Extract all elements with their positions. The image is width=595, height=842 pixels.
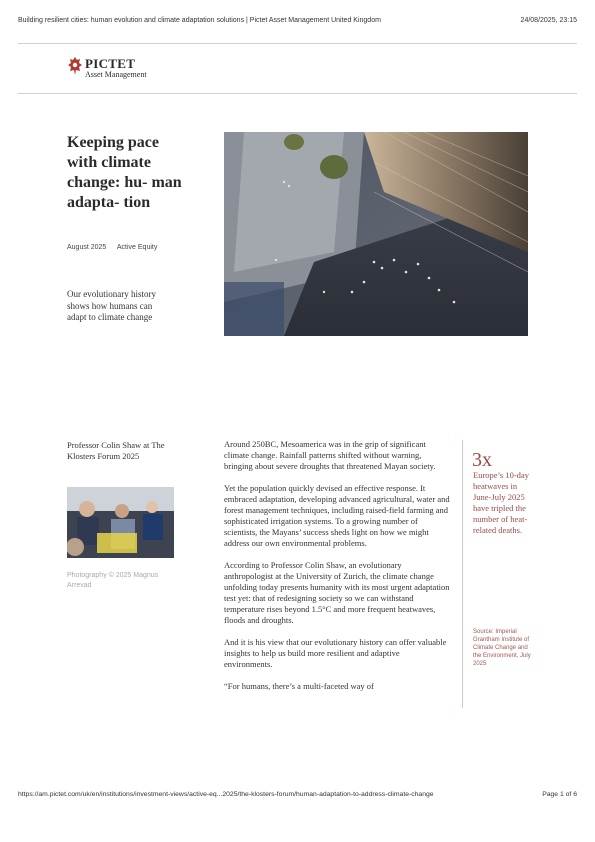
stat-source: Source: Imperial Grantham Institute of Climate Change and the Environment, July 2025 bbox=[473, 629, 531, 667]
stat-description: Europe’s 10-day heatwaves in June-July 2025 have tripled the number of heat-related deaths. bbox=[473, 470, 529, 536]
article-intro: Our evolutionary history shows how humans can adapt to climate change bbox=[67, 289, 156, 322]
logo-subtitle: Asset Management bbox=[85, 70, 147, 79]
print-page-title: Building resilient cities: human evolution and climate adaptation solutions | Pictet Asset Management United Kingdom bbox=[18, 17, 381, 24]
article-category[interactable]: Active Equity bbox=[116, 244, 158, 251]
article-date: August 2025 bbox=[67, 244, 107, 251]
klosters-forum-photo bbox=[67, 487, 174, 558]
photo-caption: Professor Colin Shaw at The Klosters Forum 2025 bbox=[67, 440, 165, 461]
logo-divider bbox=[18, 93, 577, 94]
article-body bbox=[224, 439, 450, 702]
hero-image bbox=[224, 132, 528, 336]
print-header bbox=[18, 17, 577, 29]
header-divider bbox=[18, 43, 577, 44]
photo-credit: Photography © 2025 Magnus Arrevad bbox=[67, 572, 159, 589]
hero-city-square-illustration bbox=[224, 132, 528, 336]
forum-audience-illustration bbox=[67, 487, 174, 558]
print-datetime: 24/08/2025, 23:15 bbox=[520, 17, 577, 24]
body-paragraph: “For humans, there’s a multi-faceted way of bbox=[224, 680, 374, 691]
logo-brand: PICTET bbox=[85, 56, 136, 71]
stat-divider bbox=[462, 440, 463, 708]
body-paragraph: Around 250BC, Mesoamerica was in the grip of significant climate change. Rainfall patterns shifted without warning, bringing about severe droughts that threatened Mayan society. bbox=[224, 439, 436, 472]
stat-number: 3x bbox=[472, 449, 492, 471]
page-number: Page 1 of 6 bbox=[542, 791, 577, 798]
article-meta bbox=[67, 244, 166, 251]
body-paragraph: According to Professor Colin Shaw, an evolutionary anthropologist at the University of Zurich, the climate change unfolding today presents humanity with its most urgent adaptation test yet: that of redesigning society so we can withstand temperature rises beyond 1.5°C and more frequent heatwaves, floods and droughts. bbox=[224, 559, 450, 626]
pictet-crest-icon bbox=[67, 56, 83, 76]
article-headline: Keeping pace with climate change: hu- man adapta- tion bbox=[67, 134, 182, 211]
print-url: https://am.pictet.com/uk/en/institutions/investment-views/active-eq...2025/the-klosters-forum/human-adaptation-to-address-climate-change bbox=[18, 791, 434, 798]
print-footer bbox=[18, 791, 577, 803]
pictet-logo[interactable] bbox=[67, 56, 187, 82]
body-paragraph: And it is his view that our evolutionary history can offer valuable insights to help us build more resilient and adaptive environments. bbox=[224, 636, 447, 670]
body-paragraph: Yet the population quickly devised an effective response. It embraced adaptation, developing advanced agricultural, water and forest management techniques, including raised-field farming and sophisticated irrigation systems. To a growing number of scientists, the Mayans’ success sheds light on how we might address our own environmental problems. bbox=[224, 482, 450, 549]
